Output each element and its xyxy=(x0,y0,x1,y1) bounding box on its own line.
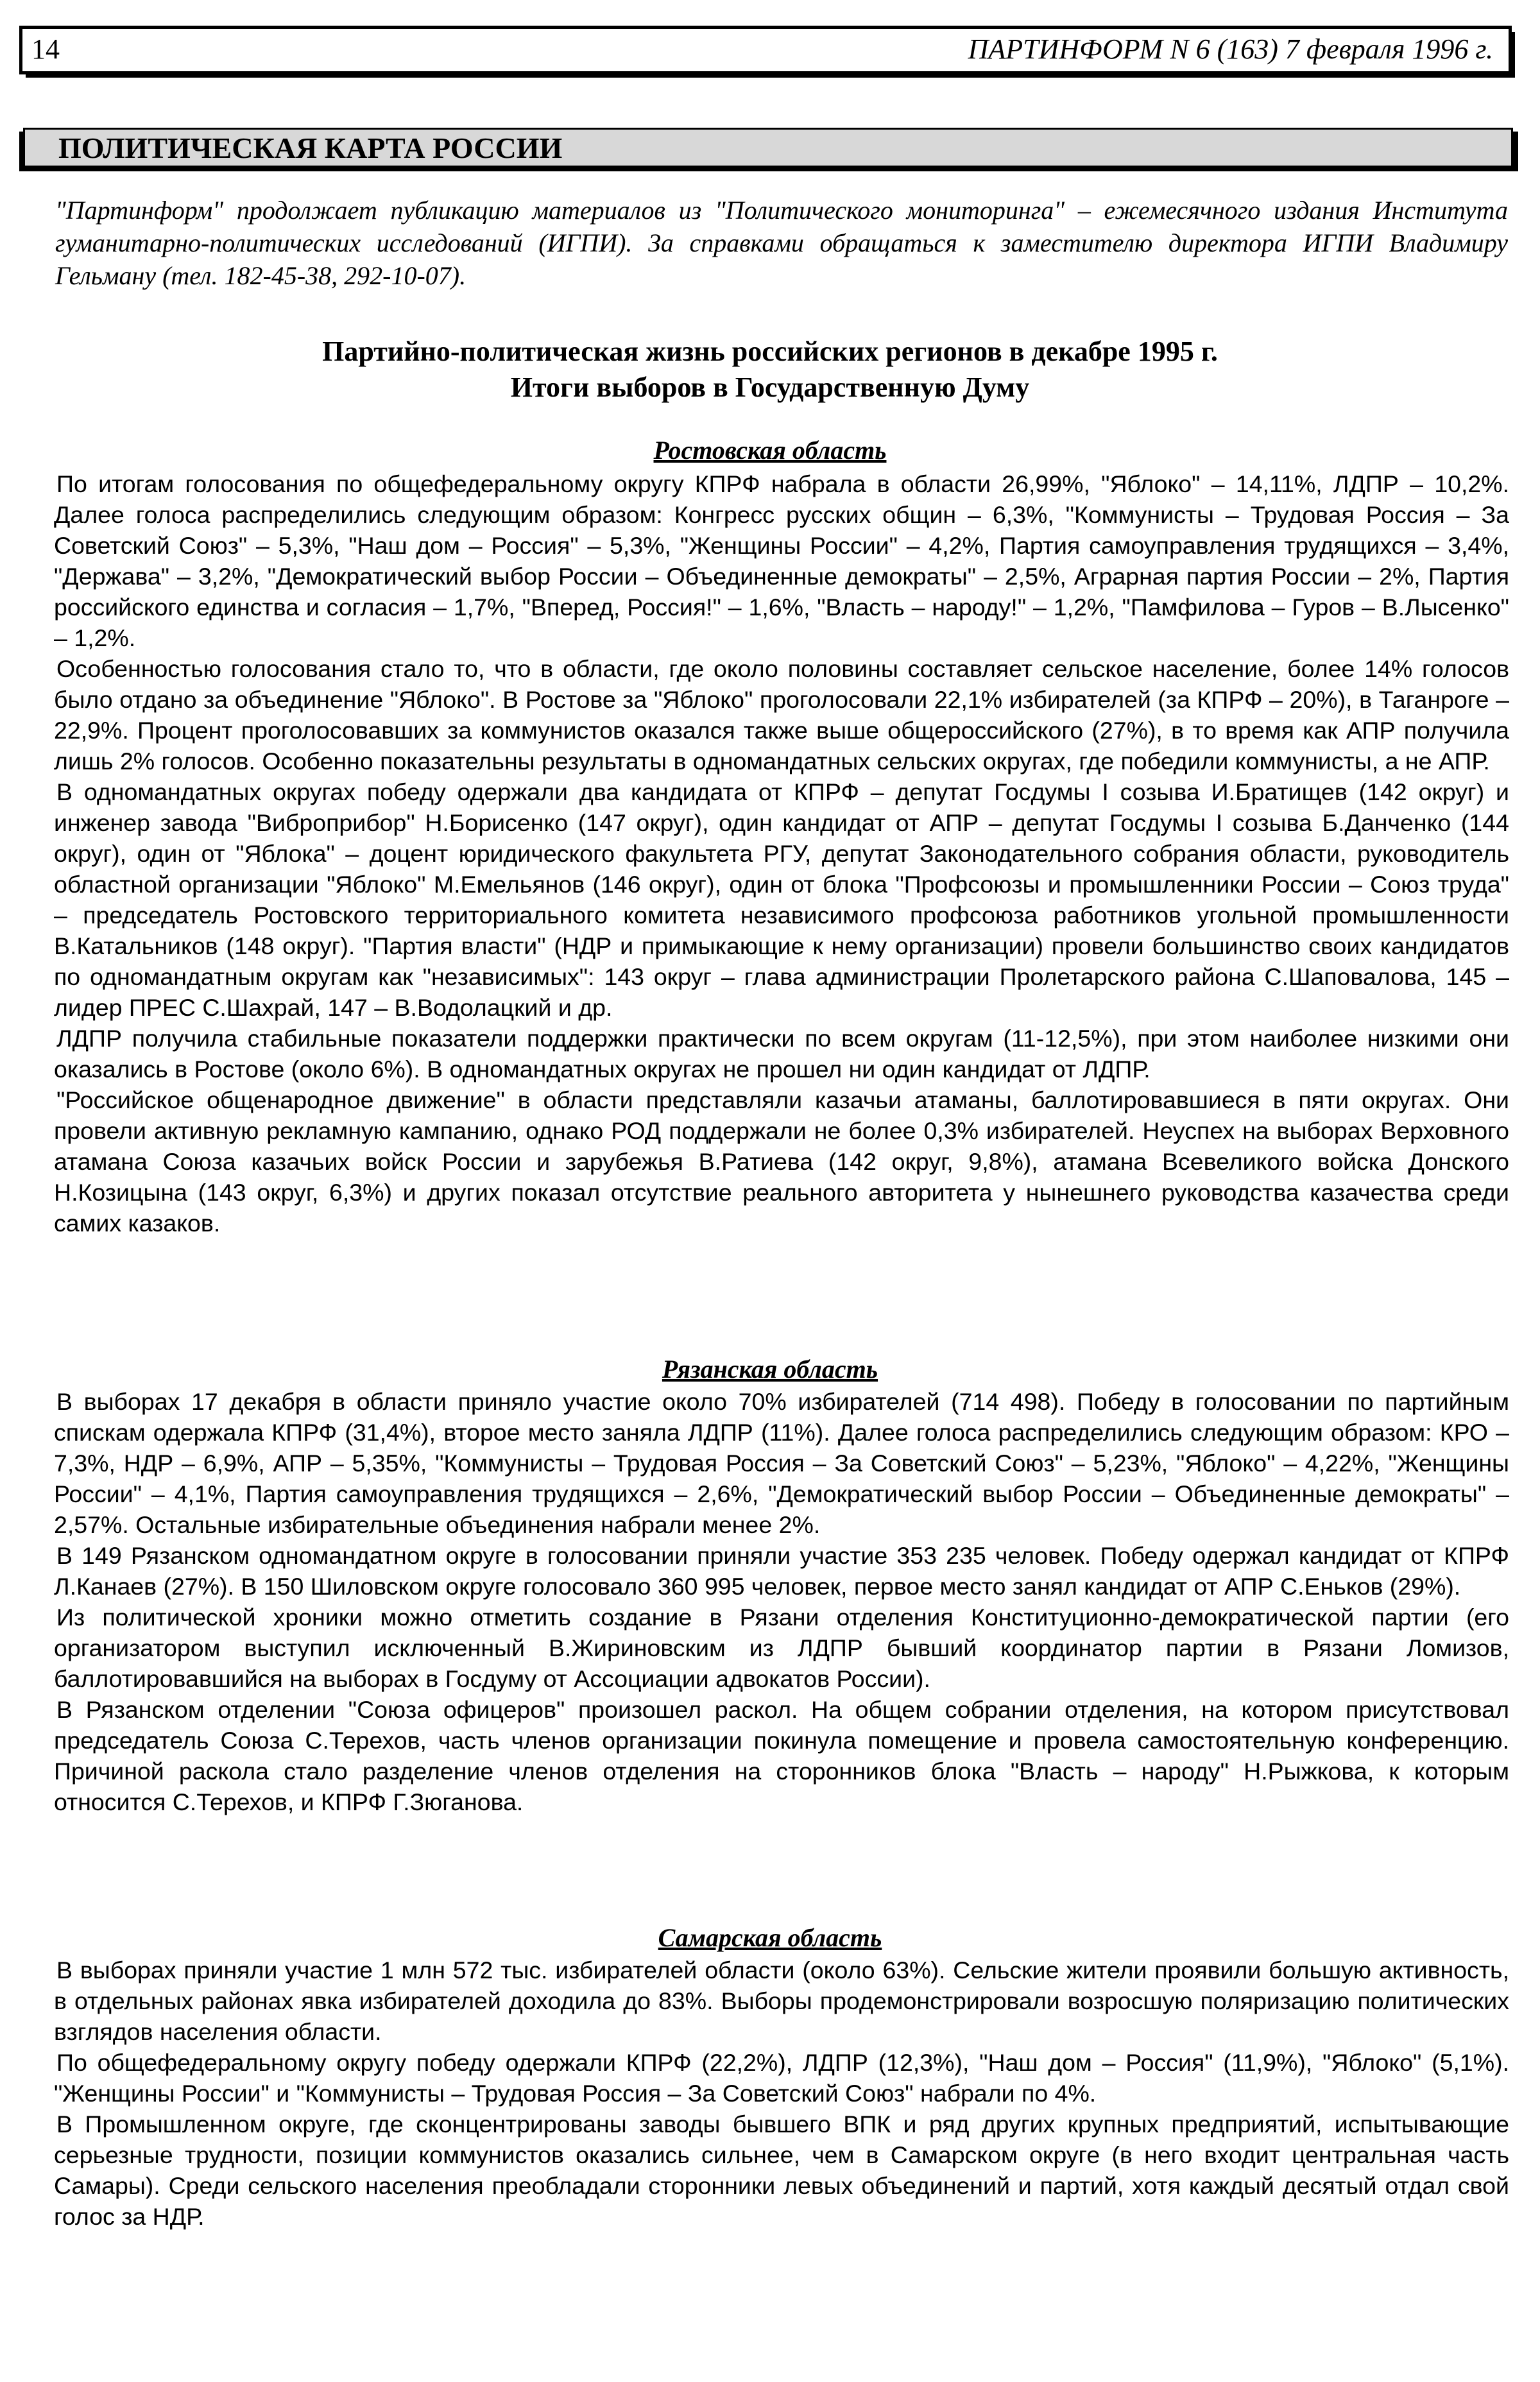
paragraph: Из политической хроники можно отметить создание в Рязани отделения Конституционно-демократической партии (его организатором выступил исключенный В.Жириновским из ЛДПР бывший координатор партии в Рязани Ломизов, баллотировавшийся на выборах в Госдуму от Ассоциации адвокатов России). xyxy=(54,1604,1509,1692)
paragraph: В Рязанском отделении "Союза офицеров" произошел раскол. На общем собрании отделения, на котором присутствовал председатель Союза С.Терехов, часть членов организации покинула помещение и провела самостоятельную конференцию. Причиной раскола стало разделение членов отделения на сторонников блока "Власть – народу" Н.Рыжкова, к которым относится С.Терехов, и КПРФ Г.Зюганова. xyxy=(54,1696,1509,1815)
paragraph: В Промышленном округе, где сконцентрированы заводы бывшего ВПК и ряд других крупных предприятий, испытывающие серьезные трудности, позиции коммунистов оказались сильнее, чем в Самарском округе (в него входит центральная часть Самары). Среди сельского населения преобладали сторонники левых объединений и партий, хотя каждый десятый отдал свой голос за НДР. xyxy=(54,2111,1509,2230)
paragraph: В выборах 17 декабря в области приняло участие около 70% избирателей (714 498). Победу в голосовании по партийным спискам одержала КПРФ (31,4%), второе место заняла ЛДПР (11%). Далее голоса распределились следующим образом: КРО – 7,3%, НДР – 6,9%, АПР – 5,35%, "Коммунисты – Трудовая Россия – За Советский Союз" – 5,23%, "Яблоко" – 4,22%, "Женщины России" – 4,1%, Партия самоуправления трудящихся – 2,6%, "Демократический выбор России – Объединенные демократы" – 2,57%. Остальные избирательные объединения набрали менее 2%. xyxy=(54,1388,1509,1538)
intro-paragraph: "Партинформ" продолжает публикацию материалов из "Политического мониторинга" – ежемесячного издания Института гуманитарно-политических исследований (ИГПИ). За справками обращаться к заместителю директора ИГПИ Владимиру Гельману (тел. 182-45-38, 292-10-07). xyxy=(55,196,1508,290)
region-body-samara xyxy=(54,1955,1509,2232)
region-body-rostov xyxy=(54,468,1509,1238)
region-title-rostov: Ростовская область xyxy=(653,436,887,465)
paragraph: В одномандатных округах победу одержали два кандидата от КПРФ – депутат Госдумы I созыва И.Братищев (142 округ) и инженер завода "Виброприбор" Н.Борисенко (147 округ), один кандидат от АПР – депутат Госдумы I созыва Б.Данченко (144 округ), один от "Яблока" – доцент юридического факультета РГУ, депутат Законодательного собрания области, руководитель областной организации "Яблоко" М.Емельянов (146 округ), один от блока "Профсоюзы и промышленники России – Союз труда" – председатель Ростовского территориального комитета независимого профсоюза работников угольной промышленности В.Катальников (148 округ). "Партия власти" (НДР и примыкающие к нему организации) провели большинство своих кандидатов по одномандатным округам как "независимых": 143 округ – глава администрации Пролетарского района С.Шаповалова, 145 – лидер ПРЕС С.Шахрай, 147 – В.Водолацкий и др. xyxy=(54,778,1509,1021)
publication-info: ПАРТИНФОРМ N 6 (163) 7 февраля 1996 г. xyxy=(968,33,1493,65)
region-title-samara: Самарская область xyxy=(658,1923,882,1952)
page-header xyxy=(19,26,1512,74)
page-number: 14 xyxy=(31,33,60,65)
paragraph: По общефедеральному округу победу одержали КПРФ (22,2%), ЛДПР (12,3%), "Наш дом – Россия" (11,9%), "Яблоко" (5,1%). "Женщины России" и "Коммунисты – Трудовая Россия – За Советский Союз" набрали по 4%. xyxy=(54,2049,1509,2107)
article-subtitle: Итоги выборов в Государственную Думу xyxy=(510,372,1030,403)
paragraph: Особенностью голосования стало то, что в области, где около половины составляет сельское население, более 14% голосов было отдано за объединение "Яблоко". В Ростове за "Яблоко" проголосовали 22,1% избирателей (за КПРФ – 20%), в Таганроге – 22,9%. Процент проголосовавших за коммунистов оказался также выше общероссийского (27%), в то время как АПР получила лишь 2% голосов. Особенно показательны результаты в одномандатных сельских округах, где победили коммунисты, а не АПР. xyxy=(54,655,1509,775)
paragraph: ЛДПР получила стабильные показатели поддержки практически по всем округам (11-12,5%), при этом наиболее низкими они оказались в Ростове (около 6%). В одномандатных округах не прошел ни один кандидат от ЛДПР. xyxy=(54,1025,1509,1083)
paragraph: "Российское общенародное движение" в области представляли казачьи атаманы, баллотировавшиеся в пяти округах. Они провели активную рекламную кампанию, однако РОД поддержали не более 0,3% избирателей. Неуспех на выборах Верховного атамана Союза казачьих войск России и зарубежья В.Ратиева (142 округ, 9,8%), атамана Всевеликого войска Донского Н.Козицына (143 округ, 6,3%) и других показал отсутствие реального авторитета у нынешнего руководства казачества среди самих казаков. xyxy=(54,1086,1509,1237)
paragraph: В выборах приняли участие 1 млн 572 тыс. избирателей области (около 63%). Сельские жители проявили большую активность, в отдельных районах явка избирателей доходила до 83%. Выборы продемонстрировали возросшую поляризацию политических взглядов населения области. xyxy=(54,1957,1509,2045)
paragraph: По итогам голосования по общефедеральному округу КПРФ набрала в области 26,99%, "Яблоко" – 14,11%, ЛДПР – 10,2%. Далее голоса распределились следующим образом: Конгресс русских общин – 6,3%, "Коммунисты – Трудовая Россия – За Советский Союз" – 5,3%, "Наш дом – Россия" – 5,3%, "Женщины России" – 4,2%, Партия самоуправления трудящихся – 3,4%, "Держава" – 3,2%, "Демократический выбор России – Объединенные демократы" – 2,5%, Аграрная партия России – 2%, Партия российского единства и согласия – 1,7%, "Вперед, Россия!" – 1,6%, "Власть – народу!" – 1,2%, "Памфилова – Гуров – В.Лысенко" – 1,2%. xyxy=(54,470,1509,651)
region-body-ryazan xyxy=(54,1386,1509,1817)
article-title: Партийно-политическая жизнь российских регионов в декабре 1995 г. xyxy=(322,336,1218,367)
region-title-ryazan: Рязанская область xyxy=(662,1355,878,1384)
section-title: ПОЛИТИЧЕСКАЯ КАРТА РОССИИ xyxy=(23,128,1513,167)
paragraph: В 149 Рязанском одномандатном округе в голосовании приняли участие 353 235 человек. Победу одержал кандидат от КПРФ Л.Канаев (27%). В 150 Шиловском округе голосовало 360 995 человек, первое место занял кандидат от АПР С.Еньков (29%). xyxy=(54,1542,1509,1600)
